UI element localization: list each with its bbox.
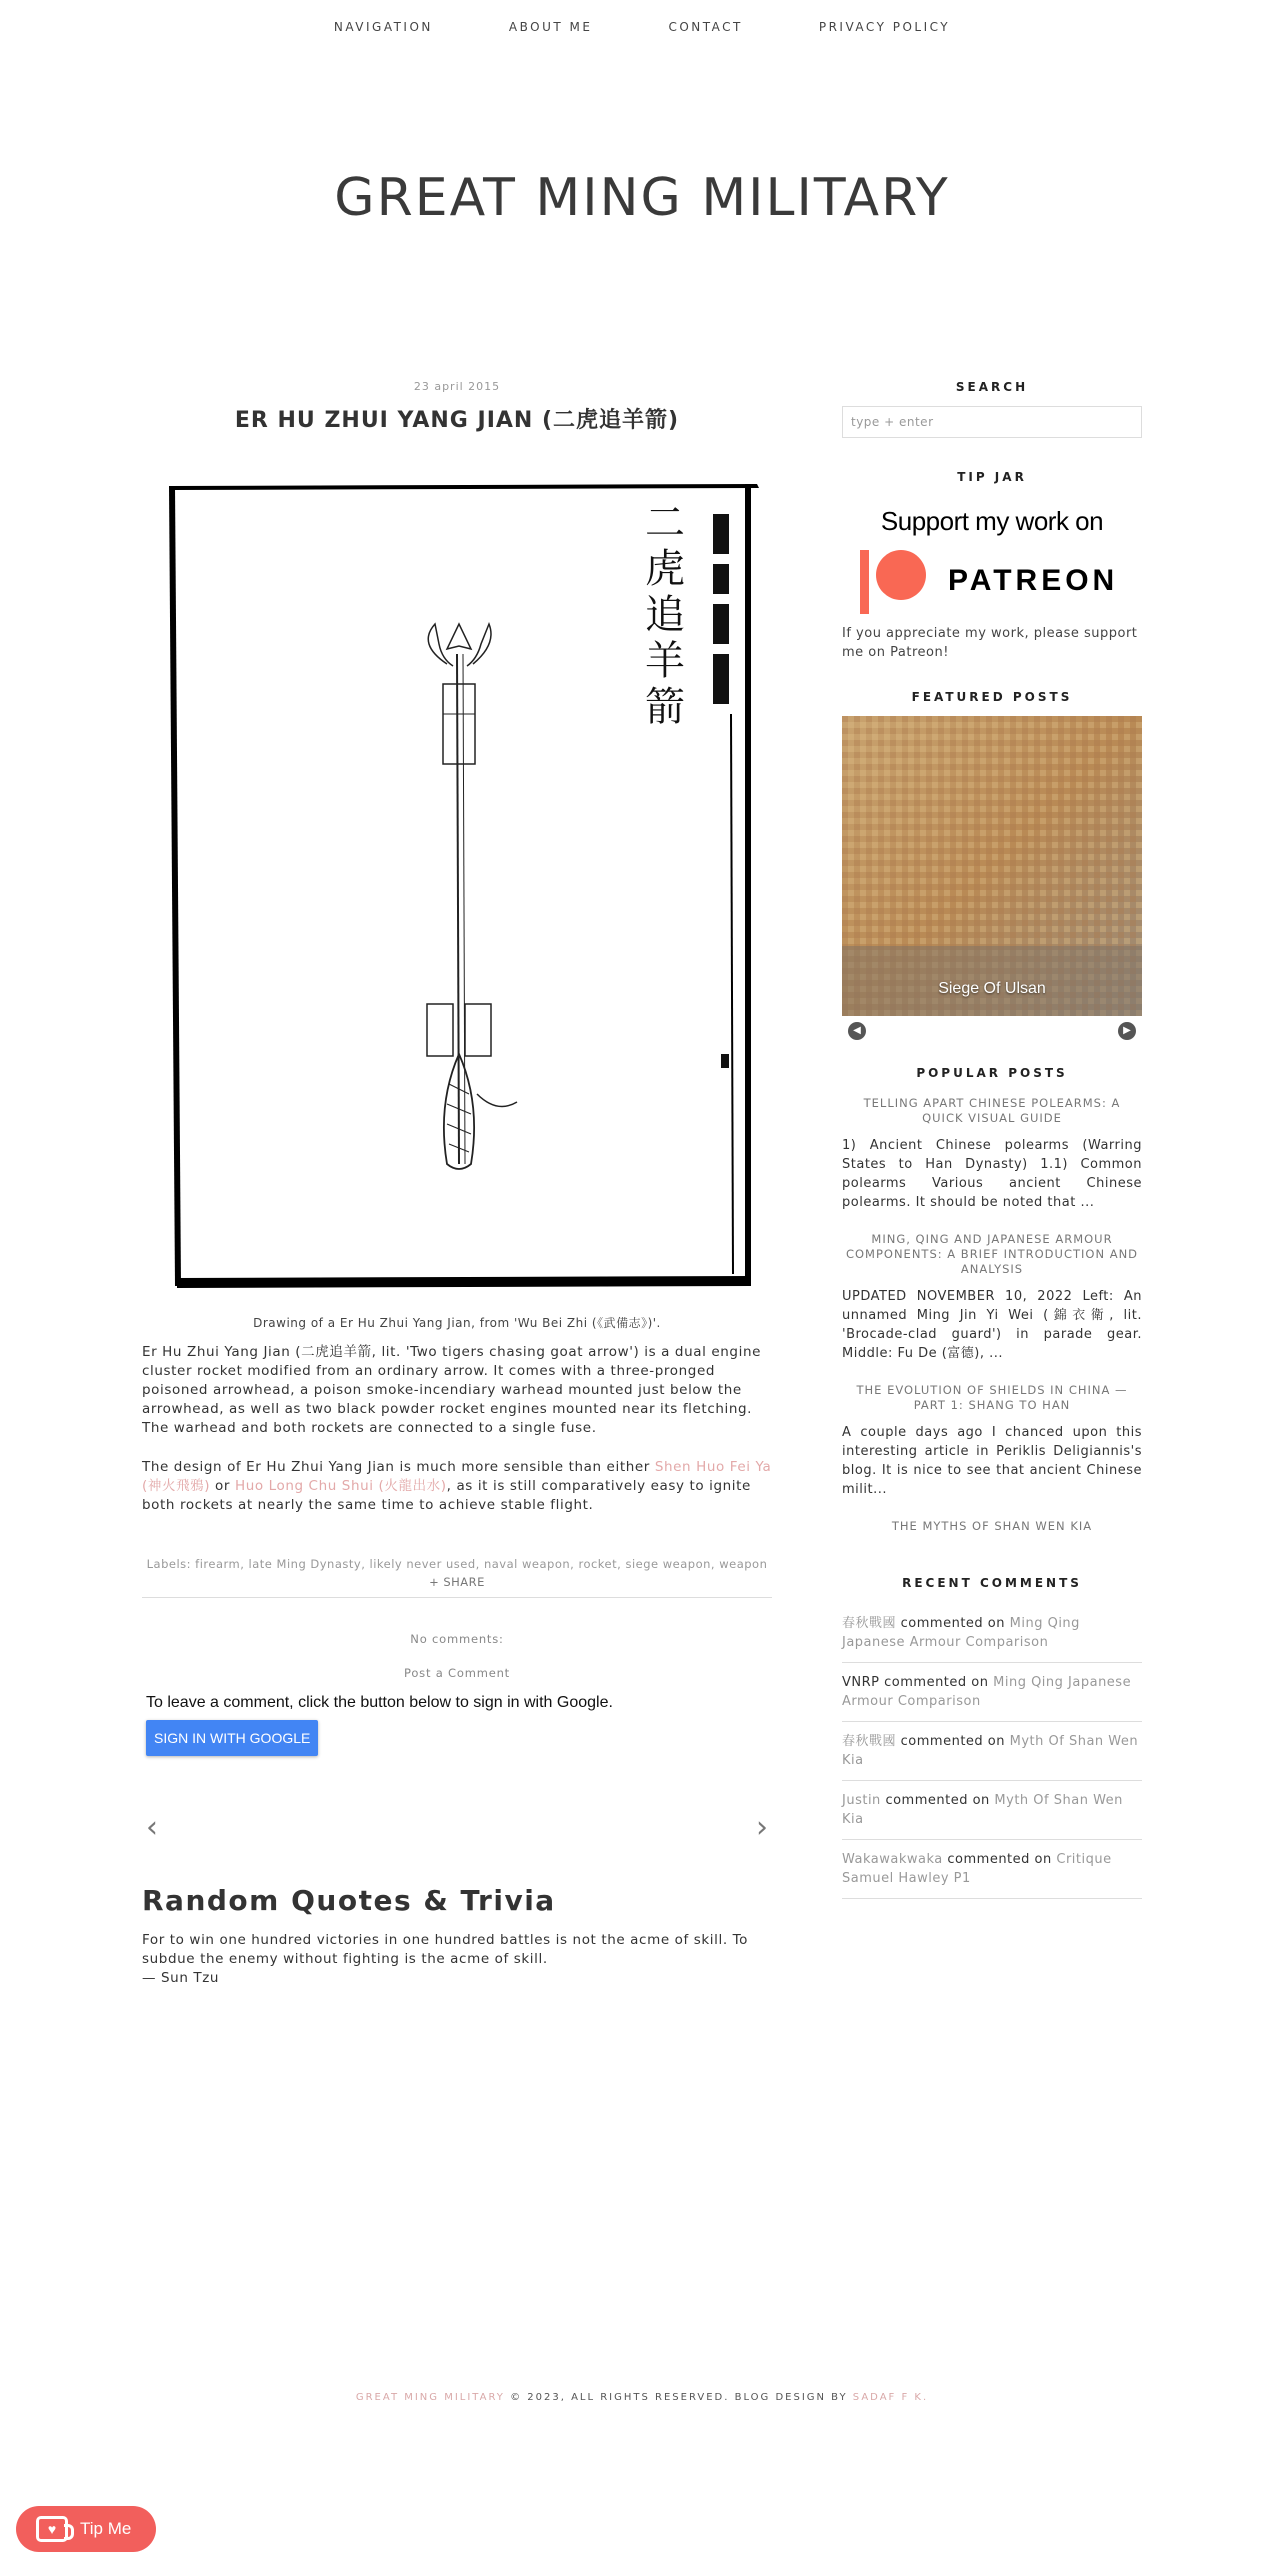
main-column	[142, 380, 772, 1988]
recent-comment-item	[842, 1840, 1142, 1899]
share-button[interactable]: + SHARE	[429, 1575, 485, 1589]
coffee-cup-icon	[36, 2516, 68, 2542]
footer	[0, 2392, 1284, 2403]
comment-verb: commented on	[884, 1675, 989, 1690]
heart-icon: ♥	[47, 2521, 57, 2537]
featured-slider-controls	[842, 1020, 1142, 1046]
sidebar	[842, 380, 1142, 1899]
popular-post	[842, 1383, 1142, 1499]
tip-jar-heading: TIP JAR	[957, 470, 1027, 484]
quotes-title: Random Quotes & Trivia	[142, 1884, 556, 1917]
comment-verb: commented on	[900, 1616, 1005, 1631]
post-paragraph-2	[142, 1458, 772, 1515]
patreon-banner[interactable]	[842, 506, 1142, 622]
comment-author[interactable]: Wakawakwaka	[842, 1852, 943, 1867]
comment-author[interactable]: VNRP	[842, 1675, 880, 1690]
image-glyph-3: 追	[645, 592, 685, 638]
recent-comments-heading: RECENT COMMENTS	[902, 1576, 1082, 1590]
recent-comment-item	[842, 1781, 1142, 1840]
popular-post-title[interactable]: MING, QING AND JAPANESE ARMOUR COMPONENTS: A BRIEF INTRODUCTION AND ANALYSIS	[845, 1232, 1139, 1276]
popular-post-title[interactable]: THE MYTHS OF SHAN WEN KIA	[891, 1519, 1093, 1533]
comment-verb: commented on	[900, 1734, 1005, 1749]
popular-post-snippet: A couple days ago I chanced upon this interesting article in Periklis Deligiannis's blog. It is nice to see that ancient Chinese milit...	[842, 1425, 1142, 1497]
footer-designer-link[interactable]: SADAF F K.	[852, 2392, 929, 2403]
post-comment-heading: Post a Comment	[404, 1666, 510, 1680]
comment-author[interactable]: Justin	[842, 1793, 881, 1808]
post-title[interactable]: ER HU ZHUI YANG JIAN (二虎追羊箭)	[234, 408, 680, 433]
comment-verb: commented on	[885, 1793, 990, 1808]
comment-instruction: To leave a comment, click the button below to sign in with Google.	[146, 1694, 613, 1711]
top-nav	[0, 20, 1284, 34]
comment-post-link[interactable]: Ming Qing Japanese Armour Comparison	[842, 1616, 1080, 1650]
tip-me-label: Tip Me	[80, 2519, 132, 2538]
recent-comment-item	[842, 1722, 1142, 1781]
comment-post-link[interactable]: Myth Of Shan Wen Kia	[842, 1734, 1139, 1768]
patreon-wordmark: PATREON	[948, 564, 1119, 597]
post-date: 23 april 2015	[413, 380, 501, 393]
popular-post-title[interactable]: THE EVOLUTION OF SHIELDS IN CHINA — PART 1: SHANG TO HAN	[856, 1383, 1128, 1412]
image-glyph-2: 虎	[645, 546, 685, 592]
footer-rights: © 2023, ALL RIGHTS RESERVED. BLOG DESIGN BY	[504, 2392, 853, 2403]
tip-me-button[interactable]	[16, 2506, 156, 2552]
patreon-logo-circle-icon	[876, 550, 926, 600]
popular-post-snippet: UPDATED NOVEMBER 10, 2022 Left: An unnamed Ming Jin Yi Wei (錦衣衛, lit. 'Brocade-clad guard') in parade gear. Middle: Fu De (富德), ...	[842, 1289, 1142, 1361]
labels-list[interactable]: Labels: firearm, late Ming Dynasty, likely never used, naval weapon, rocket, siege weapon, weapon	[146, 1557, 768, 1571]
nav-contact[interactable]: CONTACT	[668, 20, 743, 34]
link-shen-huo-fei-ya[interactable]: Shen Huo Fei Ya (神火飛鴉)	[142, 1459, 772, 1494]
image-glyph-1: 二	[645, 500, 685, 546]
footer-site-link[interactable]: GREAT MING MILITARY	[355, 2392, 505, 2403]
image-caption: Drawing of a Er Hu Zhui Yang Jian, from 'Wu Bei Zhi (《武備志》)'.	[253, 1316, 661, 1330]
featured-post-label[interactable]: Siege Of Ulsan	[938, 980, 1046, 997]
recent-comment-item	[842, 1663, 1142, 1722]
search-input[interactable]: type + enter	[842, 406, 1142, 438]
popular-post-title[interactable]: TELLING APART CHINESE POLEARMS: A QUICK VISUAL GUIDE	[863, 1096, 1121, 1125]
sign-in-google-button[interactable]: SIGN IN WITH GOOGLE	[146, 1720, 318, 1756]
slider-prev-icon[interactable]: ◀	[848, 1022, 866, 1040]
recent-comment-item	[842, 1604, 1142, 1663]
next-post-arrow-icon[interactable]: ›	[756, 1810, 768, 1845]
divider	[142, 1597, 772, 1598]
patreon-logo-bar-icon	[860, 550, 869, 614]
comment-author[interactable]: 春秋戰國	[842, 1734, 897, 1749]
recent-comments-list	[842, 1604, 1142, 1899]
link-huo-long-chu-shui[interactable]: Huo Long Chu Shui (火龍出水)	[234, 1478, 447, 1494]
site-title[interactable]: GREAT MING MILITARY	[334, 168, 950, 228]
quote-text	[142, 1931, 772, 1988]
image-glyph-5: 箭	[645, 684, 685, 730]
comment-post-link[interactable]: Myth Of Shan Wen Kia	[842, 1793, 1123, 1827]
patreon-line1: Support my work on	[880, 506, 1104, 536]
popular-post-snippet: 1) Ancient Chinese polearms (Warring States to Han Dynasty) 1.1) Common polearms Various ancient Chinese polearms. It should be noted that ...	[842, 1138, 1142, 1210]
comment-post-link[interactable]: Ming Qing Japanese Armour Comparison	[842, 1675, 1132, 1709]
post-paragraph-1: Er Hu Zhui Yang Jian (二虎追羊箭, lit. 'Two tigers chasing goat arrow') is a dual engine cluster rocket modified from an ordinary arrow. It comes with a three-pronged poisoned arrowhead, a poison smoke-incendiary warhead mounted just below the arrowhead, as well as two black powder rocket engines mounted near its fletching. The warhead and both rockets are connected to a single fuse.	[142, 1344, 762, 1436]
paragraph-text: , as it is still comparatively easy to ignite both rockets at nearly the same time to achieve stable flight.	[142, 1478, 751, 1513]
prev-post-arrow-icon[interactable]: ‹	[146, 1810, 158, 1845]
slider-next-icon[interactable]: ▶	[1118, 1022, 1136, 1040]
nav-privacy-policy[interactable]: PRIVACY POLICY	[818, 20, 951, 34]
nav-about-me[interactable]: ABOUT ME	[508, 20, 593, 34]
comment-verb: commented on	[947, 1852, 1052, 1867]
featured-heading: FEATURED POSTS	[911, 690, 1073, 704]
image-glyph-4: 羊	[645, 638, 685, 684]
tip-jar-text: If you appreciate my work, please support me on Patreon!	[842, 626, 1138, 660]
post-drawing-image	[147, 474, 767, 1294]
featured-post-image[interactable]	[842, 716, 1142, 1016]
post-labels	[142, 1555, 772, 1591]
nav-navigation[interactable]: NAVIGATION	[333, 20, 433, 34]
popular-post	[842, 1096, 1142, 1212]
comment-post-link[interactable]: Critique Samuel Hawley P1	[842, 1852, 1112, 1886]
popular-heading: POPULAR POSTS	[916, 1066, 1068, 1080]
paragraph-text: The design of Er Hu Zhui Yang Jian is much more sensible than either	[142, 1459, 655, 1475]
popular-post	[842, 1519, 1142, 1534]
quote-author: — Sun Tzu	[142, 1970, 220, 1986]
comment-author[interactable]: 春秋戰國	[842, 1616, 897, 1631]
popular-post	[842, 1232, 1142, 1363]
post-pager	[142, 1800, 772, 1860]
paragraph-text: or	[210, 1478, 235, 1494]
search-heading: SEARCH	[955, 380, 1029, 394]
quote-body: For to win one hundred victories in one hundred battles is not the acme of skill. To subdue the enemy without fighting is the acme of skill.	[142, 1932, 749, 1967]
no-comments-label: No comments:	[410, 1632, 504, 1646]
